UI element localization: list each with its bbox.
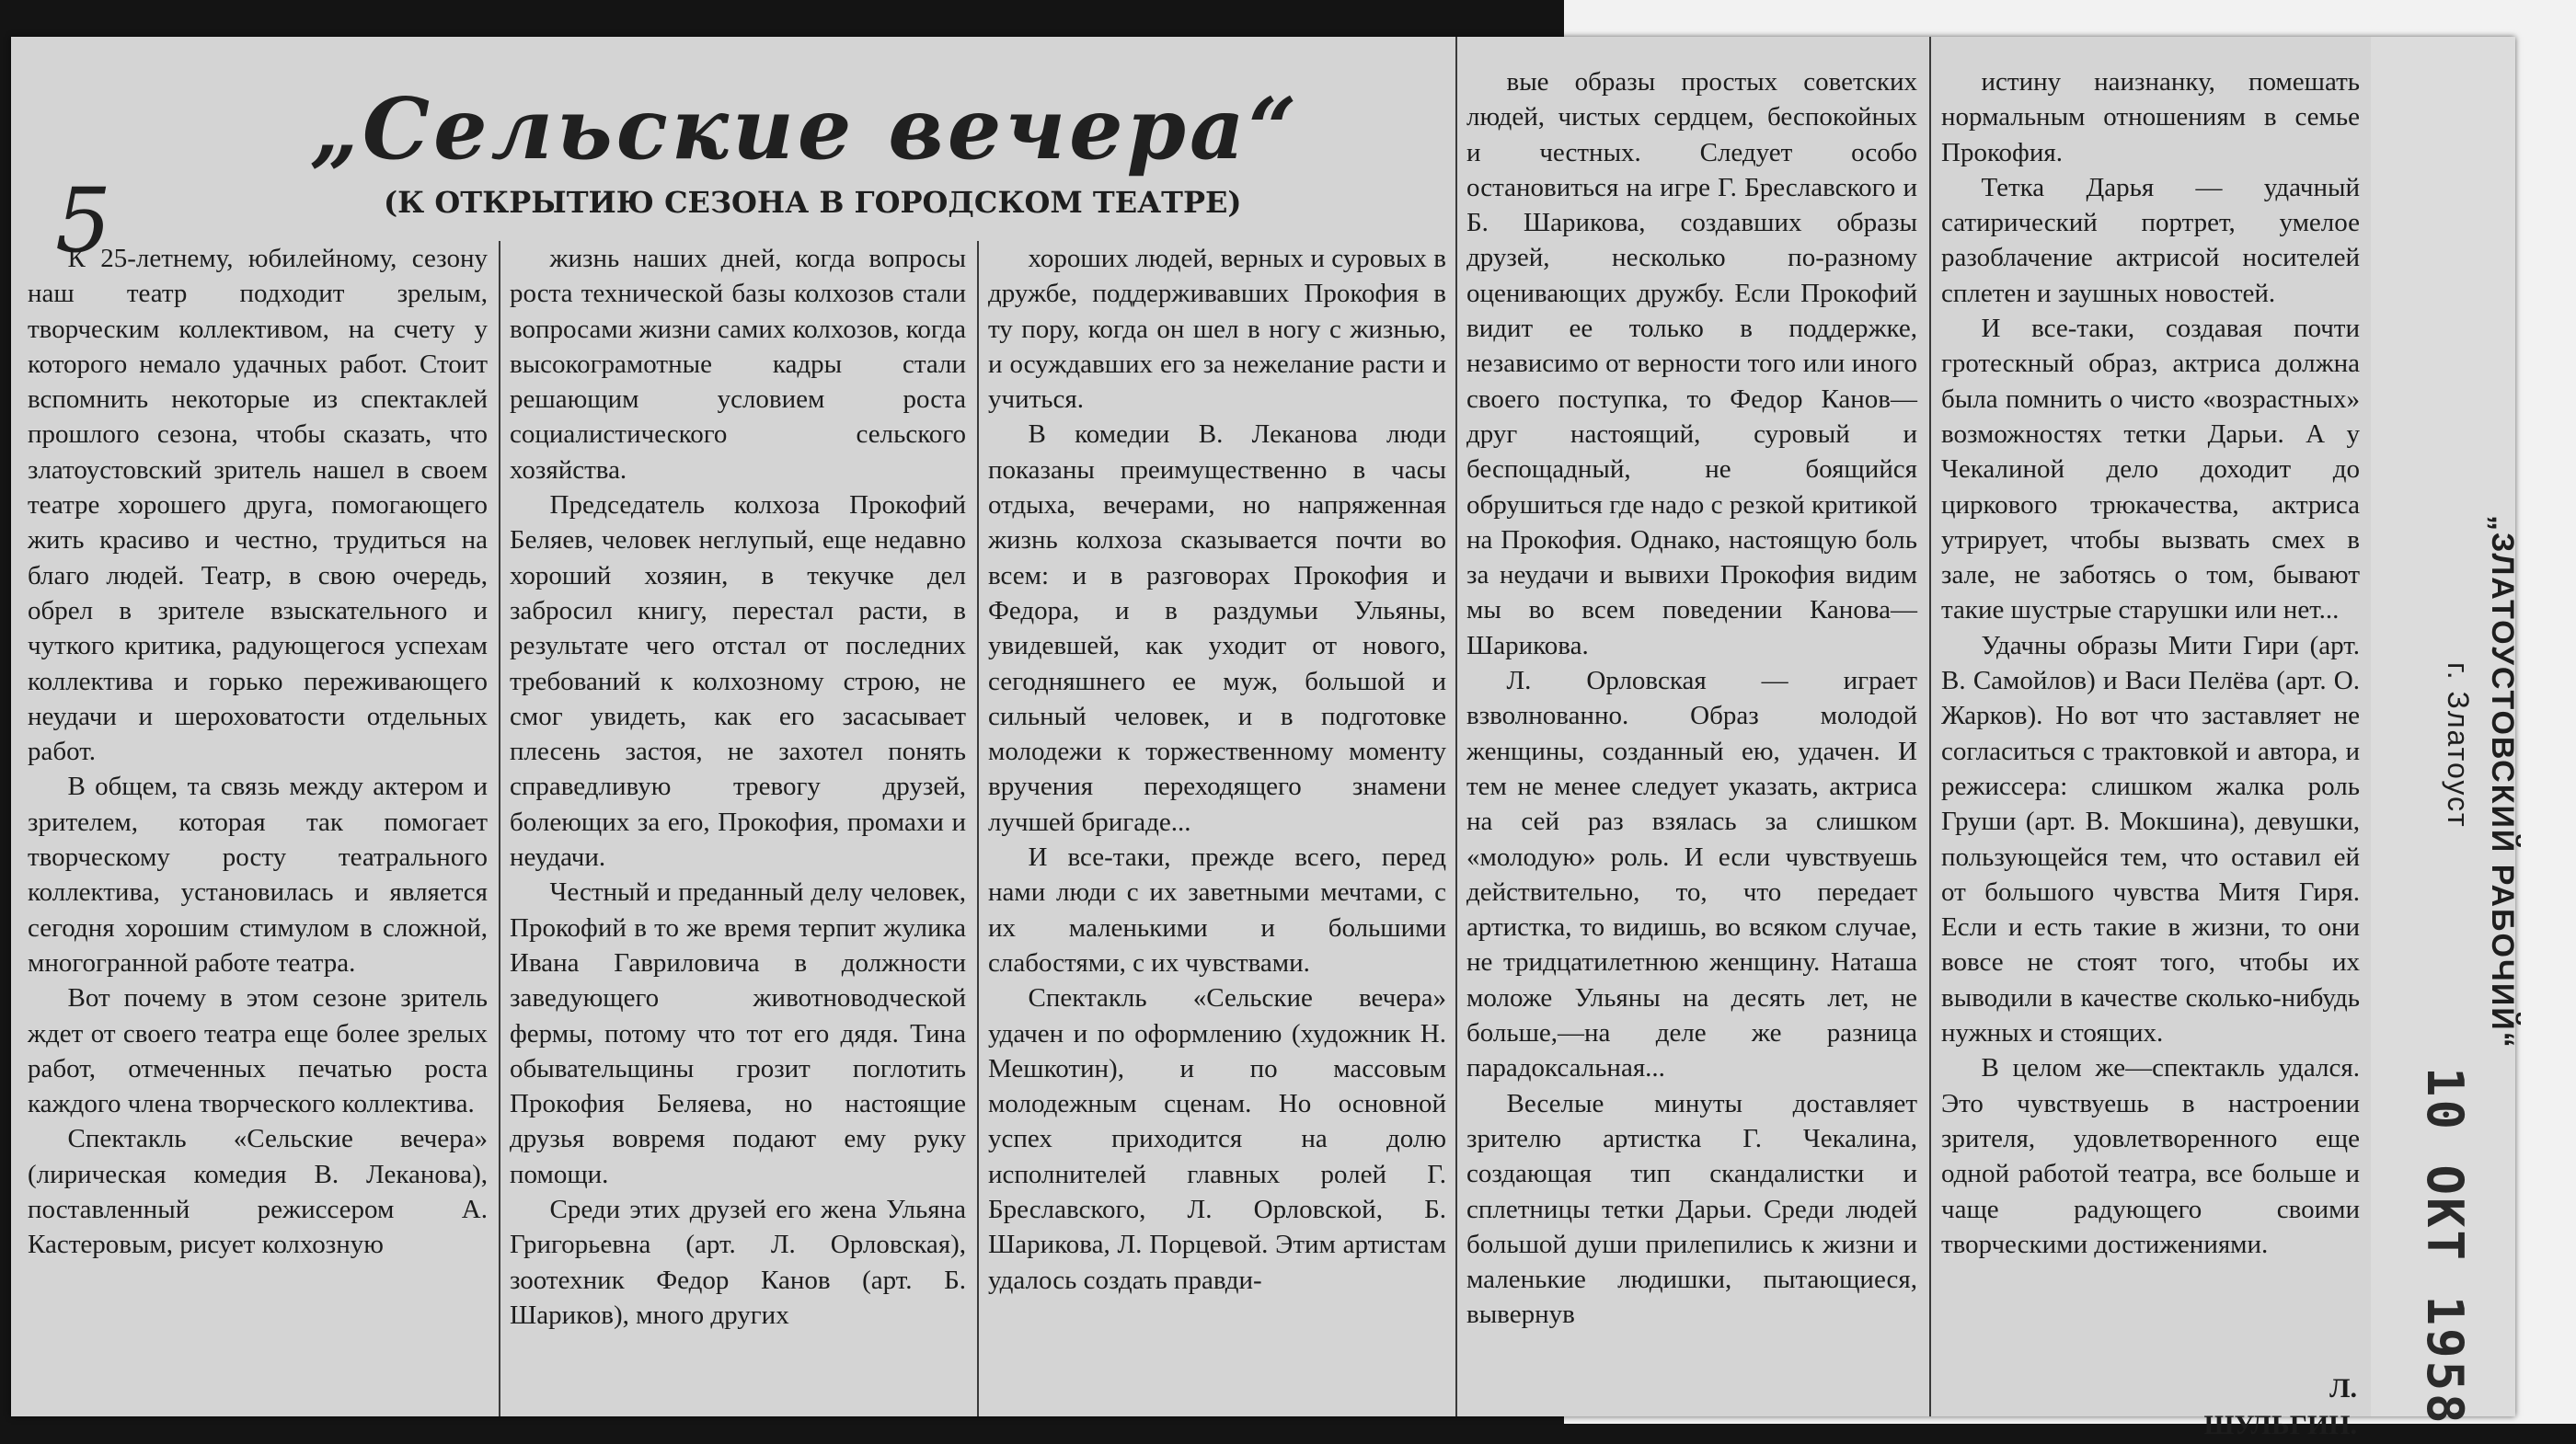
paragraph: В комедии В. Леканова люди показаны преимущественно в часы отдыха, вечерами, но напряженная жизнь колхоза сказывается почти во всем: и в разговорах Прокофия и Федора, и в раздумьи Ульяны, увидевшей, как уходит от нового, сегодняшнего ее муж, большой и сильный человек, и в подготовке молодежи к торжественному моменту вручения переходящего знамени лучшей бригаде... <box>988 419 1446 837</box>
paragraph: Л. Орловская — играет взволнованно. Образ молодой женщины, созданный ею, удачен. И тем не менее следует указать, актриса на сей раз взялась за слишком «молодую» роль. И если чувствуешь действительно, то, что передает артистка, то видишь, во всяком случае, не тридцатилетнюю женщину. Наташа моложе Ульяны на десять лет, не больше,—на деле же разница парадоксальная... <box>1466 666 1917 1083</box>
article-column-1 <box>28 241 488 1416</box>
article-subtitle: (К ОТКРЫТИЮ СЕЗОНА В ГОРОДСКОМ ТЕАТРЕ) <box>384 185 1242 220</box>
paragraph: И все-таки, прежде всего, перед нами люди с их заветными мечтами, с их маленькими и большими слабостями, с их чувствами. <box>988 842 1446 978</box>
paragraph: вые образы простых советских людей, чистых сердцем, беспокойных и честных. Следует особо остановиться на игре Г. Бреславского и Б. Шарикова, создавших образы друзей, несколько по-разному оценивающих дружбу. Если Прокофий видит ее только в поддержке, независимо от верности того или иного своего поступка, то Федор Канов—друг настоящий, суровый и беспощадный, не боящийся обрушиться где надо с резкой критикой на Прокофия. Однако, настоящую боль за неудачи и вывихи Прокофия видим мы во всем поведении Канова—Шарикова. <box>1466 67 1917 660</box>
paragraph: В общем, та связь между актером и зрителем, которая так помогает творческому росту театрального коллектива, установилась и является сегодня хорошим стимулом в сложной, многогранной работе театра. <box>28 772 488 978</box>
newspaper-name: „ЗЛАТОУСТОВСКИЙ РАБОЧИЙ“ <box>2485 515 2520 1049</box>
paragraph: Среди этих друзей его жена Ульяна Григорьевна (арт. Л. Орловская), зоотехник Федор Канов (арт. Б. Шариков), много других <box>510 1195 966 1330</box>
column-rule <box>1929 37 1931 1416</box>
date-stamp: 10 ОКТ 1958 <box>2416 1067 2474 1427</box>
paragraph: В целом же—спектакль удался. Это чувствуешь в настроении зрителя, удовлетворенного еще одной работой театра, все больше и чаще радующего своими творческими достижениями. <box>1941 1053 2360 1259</box>
column-rule <box>1455 37 1457 1416</box>
paragraph: Спектакль «Сельские вечера» удачен и по оформлению (художник Н. Мешкотин), и по массовым молодежным сценам. Но основной успех приходится на долю исполнителей главных ролей Г. Бреславского, Л. Орловской, Б. Шарикова, Л. Порцевой. Этим артистам удалось создать правди- <box>988 983 1446 1295</box>
column-rule <box>499 241 500 1416</box>
paragraph: И все-таки, создавая почти гротескный образ, актриса должна была помнить о чисто «возрастных» возможностях тетки Дарьи. А у Чекалиной дело доходит до циркового трюкачества, актриса утрирует, чтобы вызвать смех в зале, не заботясь о том, бывают такие шустрые старушки или нет... <box>1941 314 2360 625</box>
article-column-2 <box>510 241 966 1416</box>
paragraph: Спектакль «Сельские вечера» (лирическая комедия В. Леканова), поставленный режиссером А. Кастеровым, рисует колхозную <box>28 1124 488 1260</box>
paragraph: Тетка Дарья — удачный сатирический портрет, умелое разоблачение актрисой носителей сплетен и заушных новостей. <box>1941 172 2360 308</box>
paragraph: хороших людей, верных и суровых в дружбе, поддерживавших Прокофия в ту пору, когда он шел в ногу с жизнью, и осуждавших его за нежелание расти и учиться. <box>988 244 1446 415</box>
newspaper-clipping <box>11 37 2520 1440</box>
paragraph: истину наизнанку, помешать нормальным отношениям в семье Прокофия. <box>1941 67 2360 167</box>
paragraph: Вот почему в этом сезоне зритель ждет от своего театра еще более зрелых работ, отмеченных печатью роста каждого члена творческого коллектива. <box>28 983 488 1119</box>
handwritten-mark: 5 <box>55 169 112 272</box>
paragraph: жизнь наших дней, когда вопросы роста технической базы колхозов стали вопросами жизни самих колхозов, когда высокограмотные кадры стали решающим условием роста социалистического сельского хозяйства. <box>510 244 966 485</box>
column-rule <box>977 241 979 1416</box>
paragraph: Удачны образы Мити Гири (арт. В. Самойлов) и Васи Пелёва (арт. О. Жарков). Но вот что заставляет не согласиться с трактовкой и автора, и режиссера: слишком жалка роль Груши (арт. В. Мокшина), девушки, пользующейся тем, что оставил ей от большого чувства Митя Гиря. Если и есть такие в жизни, то они вовсе не стоят того, чтобы их выводили в качестве сколько-нибудь нужных и стоящих. <box>1941 630 2360 1049</box>
paragraph: К 25-летнему, юбилейному, сезону наш театр подходит зрелым, творческим коллективом, на счету у которого немало удачных работ. Стоит вспомнить некоторые из спектаклей прошлого сезона, чтобы сказать, что златоустовский зритель нашел в своем театре хорошего друга, помогающего жить красиво и честно, трудиться на благо людей. Театр, в свою очередь, обрел в зрителе взыскательного и чуткого критика, радующегося успехам коллектива и горько переживающего неудачи и шероховатости отдельных работ. <box>28 244 488 767</box>
article-headline: „Сельские вечера“ <box>310 79 1301 178</box>
article-column-5 <box>1941 64 2360 1352</box>
author-signature: Л. ШУЛЬГИН. <box>2203 1373 2357 1440</box>
article-column-4 <box>1466 64 1917 1416</box>
paragraph: Веселые минуты доставляет зрителю артистка Г. Чекалина, создающая тип скандалистки и сплетницы тетки Дарьи. Среди людей большой души прилепились к жизни и маленькие людишки, пытающиеся, вывернув <box>1466 1088 1917 1330</box>
article-column-3 <box>988 241 1446 1416</box>
paragraph: Председатель колхоза Прокофий Беляев, человек неглупый, еще недавно хороший хозяин, в текучке дел забросил книгу, перестал расти, в результате чего отстал от последних требований к колхозному строю, не смог увидеть, как его засасывает плесень застоя, не захотел понять справедливую тревогу друзей, болеющих за его, Прокофия, промахи и неудачи. <box>510 490 966 873</box>
newspaper-city: г. Златоуст <box>2442 662 2475 829</box>
paragraph: Честный и преданный делу человек, Прокофий в то же время терпит жулика Ивана Гавриловича в должности заведующего животноводческой фермы, потому что тот его дядя. Тина обывательщины грозит поглотить Прокофия Беляева, но настоящие друзья вовремя подают ему руку помощи. <box>510 877 966 1189</box>
